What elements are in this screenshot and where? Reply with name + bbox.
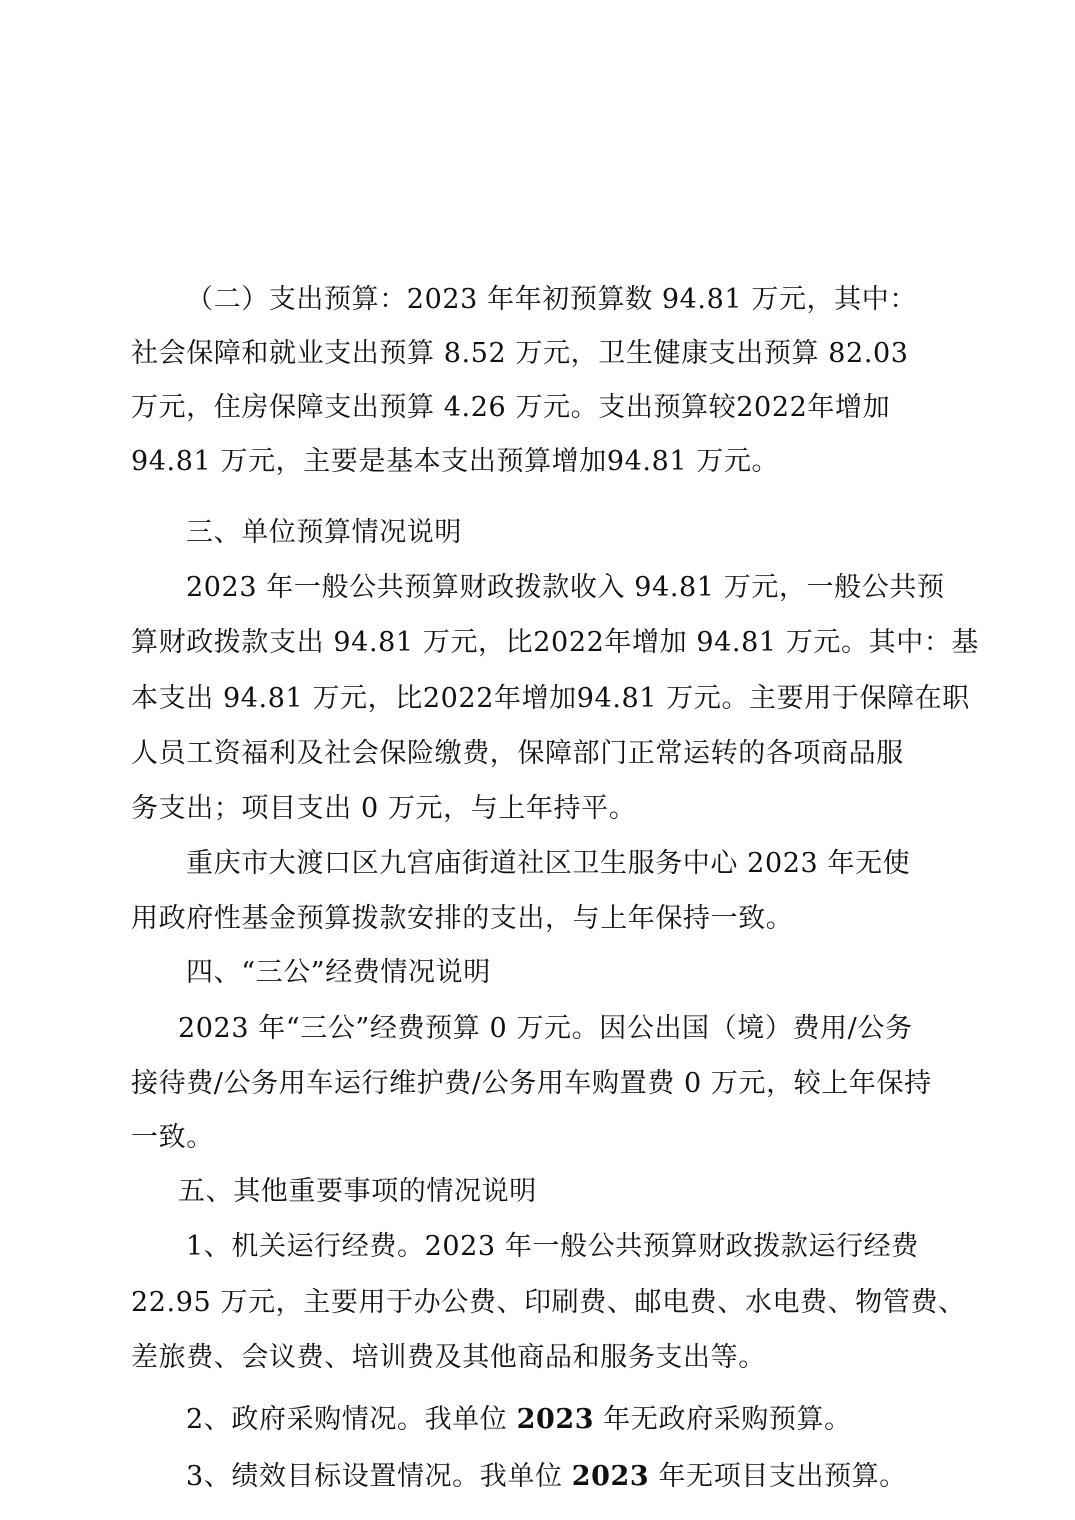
item-2-year: 2023 <box>516 1404 595 1435</box>
section-3-p1-line-3: 本支出 94.81 万元，比2022年增加94.81 万元。主要用于保障在职 <box>131 683 970 714</box>
item-2-text-pre: 2、政府采购情况。我单位 <box>186 1404 517 1435</box>
section-3-p1-line-2: 算财政拨款支出 94.81 万元，比2022年增加 94.81 万元。其中：基 <box>131 627 980 658</box>
expense-budget-line-2: 社会保障和就业支出预算 8.52 万元，卫生健康支出预算 82.03 <box>131 338 909 369</box>
section-3-p2-line-2: 用政府性基金预算拨款安排的支出，与上年保持一致。 <box>131 903 794 934</box>
section-3-p2-line-1: 重庆市大渡口区九宫庙街道社区卫生服务中心 2023 年无使 <box>186 848 911 879</box>
section-3-p1-line-4: 人员工资福利及社会保险缴费，保障部门正常运转的各项商品服 <box>131 738 904 769</box>
item-3-text-post: 年无项目支出预算。 <box>649 1461 907 1492</box>
item-3-text-pre: 3、绩效目标设置情况。我单位 <box>186 1461 572 1492</box>
section-3-heading: 三、单位预算情况说明 <box>186 517 462 548</box>
expense-budget-line-4: 94.81 万元，主要是基本支出预算增加94.81 万元。 <box>131 446 780 477</box>
section-5-heading: 五、其他重要事项的情况说明 <box>178 1176 537 1207</box>
section-5-item-1-line-1: 1、机关运行经费。2023 年一般公共预算财政拨款运行经费 <box>186 1231 919 1262</box>
section-4-heading: 四、“三公”经费情况说明 <box>186 957 491 988</box>
section-3-p1-line-1: 2023 年一般公共预算财政拨款收入 94.81 万元，一般公共预 <box>186 572 945 603</box>
item-2-text-post: 年无政府采购预算。 <box>594 1404 852 1435</box>
expense-budget-line-1: （二）支出预算：2023 年年初预算数 94.81 万元，其中： <box>186 284 917 315</box>
section-5-item-3 <box>186 1460 907 1494</box>
section-5-item-1-line-2: 22.95 万元，主要用于办公费、印刷费、邮电费、水电费、物管费、 <box>131 1287 966 1318</box>
section-5-item-1-line-3: 差旅费、会议费、培训费及其他商品和服务支出等。 <box>131 1342 766 1373</box>
section-3-p1-line-5: 务支出；项目支出 0 万元，与上年持平。 <box>131 793 637 824</box>
section-4-p1-line-3: 一致。 <box>131 1122 214 1153</box>
item-3-year: 2023 <box>571 1461 650 1492</box>
expense-budget-line-3: 万元，住房保障支出预算 4.26 万元。支出预算较2022年增加 <box>131 392 891 423</box>
section-4-p1-line-1: 2023 年“三公”经费预算 0 万元。因公出国（境）费用/公务 <box>178 1013 913 1044</box>
section-4-p1-line-2: 接待费/公务用车运行维护费/公务用车购置费 0 万元，较上年保持 <box>131 1068 932 1099</box>
section-5-item-2 <box>186 1403 852 1437</box>
